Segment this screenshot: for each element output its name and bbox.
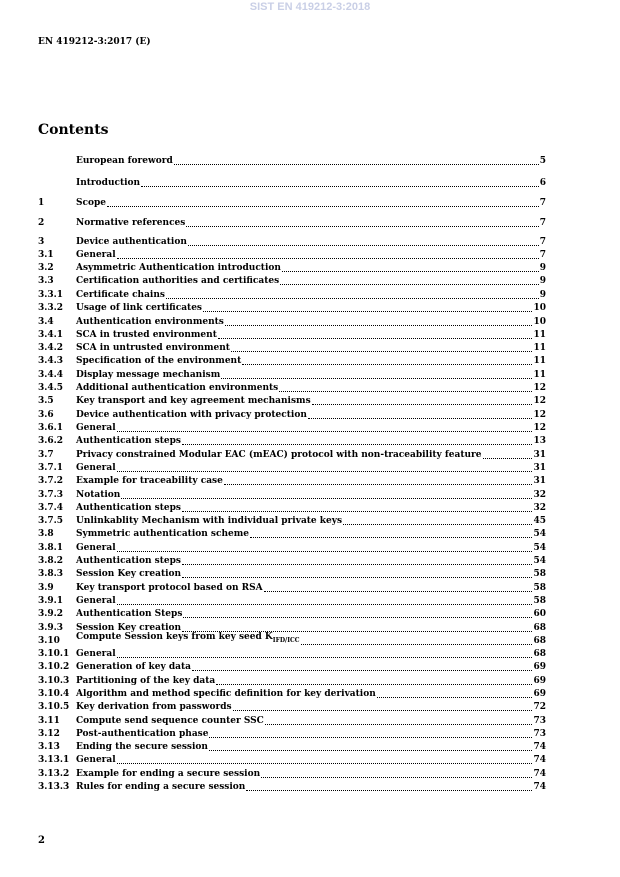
toc-leader-dots (117, 551, 533, 552)
toc-entry-title (76, 781, 245, 793)
toc-entry[interactable] (38, 275, 546, 287)
toc-entry-title (76, 262, 281, 274)
toc-entry-page: 45 (533, 516, 546, 526)
toc-entry-page: 12 (533, 396, 546, 406)
toc-entry-title-text: Post-authentication phase (76, 729, 209, 739)
toc-entry-title (76, 302, 202, 314)
toc-entry-title-text: Compute send sequence counter SSC (76, 716, 264, 726)
toc-entry-page: 9 (539, 276, 546, 286)
toc-entry-page: 74 (533, 782, 546, 792)
toc-entry[interactable] (38, 177, 546, 189)
toc-entry-page: 5 (539, 156, 546, 166)
toc-entry-number: 3.9 (38, 583, 54, 593)
toc-entry-title (76, 275, 279, 287)
toc-entry-title-text: Additional authentication environments (76, 383, 279, 393)
toc-entry-page: 31 (533, 463, 546, 473)
toc-entry-number: 3.7.3 (38, 490, 64, 500)
toc-entry[interactable] (38, 435, 546, 447)
toc-entry-number: 3.9.2 (38, 609, 64, 619)
watermark: SIST EN 419212-3:2018 (249, 1, 371, 13)
toc-entry-title-text: Certification authorities and certificates (76, 276, 280, 286)
toc-leader-dots (483, 458, 533, 459)
toc-entry-title (76, 768, 260, 780)
toc-entry-title (76, 631, 300, 647)
toc-entry-title-text: Normative references (76, 218, 186, 228)
toc-entry-title (76, 249, 116, 261)
toc-entry[interactable] (38, 422, 546, 434)
toc-entry-title (76, 462, 116, 474)
toc-entry-page: 69 (533, 689, 546, 699)
toc-entry-page: 60 (533, 609, 546, 619)
document-id: EN 419212-3:2017 (E) (38, 37, 151, 47)
toc-leader-dots (117, 604, 533, 605)
toc-entry-title-text: Algorithm and method specific definition for key derivation (76, 689, 376, 699)
toc-entry-page: 58 (533, 596, 546, 606)
toc-entry-title-text: Certificate chains (76, 290, 165, 300)
toc-entry-page: 54 (533, 556, 546, 566)
toc-leader-dots (117, 258, 539, 259)
toc-entry[interactable] (38, 329, 546, 341)
toc-entry-title (76, 515, 342, 527)
toc-entry-title (76, 289, 165, 301)
toc-entry-number: 3.1 (38, 250, 54, 260)
toc-leader-dots (182, 564, 533, 565)
toc-entry-title (76, 675, 215, 687)
toc-entry-page: 74 (533, 755, 546, 765)
toc-entry-title (76, 661, 191, 673)
toc-entry[interactable] (38, 675, 546, 687)
toc-entry-title (76, 741, 208, 753)
toc-entry-title (76, 369, 220, 381)
toc-entry-title-text: Device authentication with privacy protection (76, 410, 307, 420)
toc-entry-title (76, 177, 140, 189)
toc-entry[interactable] (38, 701, 546, 713)
toc-entry[interactable] (38, 502, 546, 514)
toc-leader-dots (117, 431, 533, 432)
toc-entry-title-text: Rules for ending a secure session (76, 782, 246, 792)
toc-entry-number: 3.4 (38, 317, 54, 327)
toc-entry-number: 3.8.2 (38, 556, 64, 566)
toc-entry-number: 3.8.3 (38, 569, 64, 579)
toc-entry-page: 7 (539, 198, 546, 208)
toc-entry-title-text: Usage of link certificates (76, 303, 202, 313)
toc-entry-page: 11 (533, 356, 546, 366)
toc-entry-number: 3.10.5 (38, 702, 70, 712)
toc-leader-dots (231, 351, 533, 352)
toc-entry-page: 31 (533, 450, 546, 460)
toc-entry-number: 3.13.2 (38, 769, 70, 779)
toc-entry[interactable] (38, 475, 546, 487)
toc-entry[interactable] (38, 249, 546, 261)
toc-entry-page: 12 (533, 383, 546, 393)
toc-leader-dots (182, 511, 533, 512)
toc-entry-number: 3.13.3 (38, 782, 70, 792)
toc-entry[interactable] (38, 316, 546, 328)
toc-entry-title (76, 409, 307, 421)
toc-entry-title-text: Key derivation from passwords (76, 702, 232, 712)
toc-entry[interactable] (38, 395, 546, 407)
toc-leader-dots (242, 364, 532, 365)
toc-entry-title-text: Display message mechanism (76, 370, 221, 380)
toc-entry-number: 3.7.1 (38, 463, 64, 473)
toc-entry-number: 3.3.2 (38, 303, 64, 313)
toc-entry[interactable] (38, 289, 546, 301)
toc-entry[interactable] (38, 302, 546, 314)
toc-entry-title (76, 316, 224, 328)
toc-entry[interactable] (38, 528, 546, 540)
toc-entry-page: 10 (533, 317, 546, 327)
toc-entry-title-text: Privacy constrained Modular EAC (mEAC) protocol with non-traceability feature (76, 450, 482, 460)
toc-entry-number: 3.3.1 (38, 290, 64, 300)
toc-leader-dots (182, 577, 532, 578)
toc-entry[interactable] (38, 542, 546, 554)
toc-leader-dots (218, 338, 533, 339)
toc-leader-dots (203, 311, 532, 312)
toc-entry[interactable] (38, 515, 546, 527)
toc-leader-dots (186, 226, 538, 227)
toc-entry[interactable] (38, 595, 546, 607)
toc-entry[interactable] (38, 608, 546, 620)
toc-entry-title-text: Authentication steps (76, 556, 181, 566)
toc-entry-page: 7 (539, 237, 546, 247)
toc-entry-title (76, 422, 116, 434)
toc-entry-title (76, 754, 116, 766)
toc-entry-title-text: Partitioning of the key data (76, 676, 216, 686)
toc-entry-title-text: General (76, 250, 116, 260)
toc-entry-title (76, 555, 181, 567)
toc-entry-title-text: Authentication steps (76, 436, 181, 446)
page-number: 2 (38, 835, 45, 846)
toc-entry-page: 69 (533, 676, 546, 686)
toc-entry-title (76, 217, 185, 229)
toc-entry-title-text: Session Key creation (76, 623, 182, 633)
toc-entry-number: 3.11 (38, 716, 60, 726)
toc-entry-title-text: Example for traceability case (76, 476, 223, 486)
toc-entry-title-text: Ending the secure session (76, 742, 208, 752)
toc-leader-dots (264, 591, 533, 592)
toc-entry[interactable] (38, 754, 546, 766)
toc-entry-number: 2 (38, 218, 45, 228)
toc-entry-number: 3.10.3 (38, 676, 70, 686)
toc-entry-number: 3.6.1 (38, 423, 64, 433)
toc-entry-page: 7 (539, 250, 546, 260)
toc-entry-page: 31 (533, 476, 546, 486)
toc-entry[interactable] (38, 449, 546, 461)
toc-entry-title (76, 688, 376, 700)
toc-leader-dots (221, 378, 532, 379)
toc-entry-number: 3.10.4 (38, 689, 70, 699)
toc-entry-page: 69 (533, 662, 546, 672)
toc-entry-title (76, 528, 249, 540)
toc-entry[interactable] (38, 382, 546, 394)
toc-entry-number: 3.4.4 (38, 370, 64, 380)
toc-entry-subscript: IFD/ICC (272, 637, 300, 644)
toc-entry-title (76, 435, 181, 447)
toc-entry-page: 32 (533, 490, 546, 500)
toc-entry-number: 3.4.1 (38, 330, 64, 340)
toc-entry-page: 11 (533, 330, 546, 340)
toc-entry[interactable] (38, 409, 546, 421)
toc-leader-dots (183, 617, 532, 618)
toc-entry-title (76, 489, 120, 501)
toc-entry-number: 3.4.2 (38, 343, 64, 353)
toc-entry-page: 72 (533, 702, 546, 712)
toc-leader-dots (174, 164, 539, 165)
toc-leader-dots (308, 418, 533, 419)
toc-leader-dots (233, 710, 533, 711)
toc-entry-title (76, 236, 187, 248)
toc-entry-title (76, 342, 230, 354)
toc-entry-title-text: Key transport protocol based on RSA (76, 583, 263, 593)
toc-entry-title (76, 542, 116, 554)
toc-entry-title (76, 701, 232, 713)
toc-entry-title (76, 382, 278, 394)
toc-entry-page: 68 (533, 636, 546, 646)
toc-entry-number: 3.6.2 (38, 436, 64, 446)
toc-leader-dots (107, 206, 539, 207)
toc-entry-title-text: SCA in untrusted environment (76, 343, 230, 353)
toc-entry-page: 12 (533, 410, 546, 420)
toc-entry-title-text: SCA in trusted environment (76, 330, 217, 340)
toc-entry-title-text: General (76, 423, 116, 433)
toc-leader-dots (141, 186, 539, 187)
toc-entry-page: 73 (533, 716, 546, 726)
toc-entry-number: 3.9.1 (38, 596, 64, 606)
toc-entry-title-text: Authentication steps (76, 503, 181, 513)
toc-entry-title-text: General (76, 463, 116, 473)
toc-leader-dots (117, 763, 533, 764)
toc-entry[interactable] (38, 262, 546, 274)
toc-entry-title (76, 355, 241, 367)
toc-entry-title-text: Symmetric authentication scheme (76, 529, 249, 539)
toc-leader-dots (224, 484, 533, 485)
toc-entry-page: 58 (533, 569, 546, 579)
toc-entry-title-text: General (76, 543, 116, 553)
toc-entry-title-text: European foreword (76, 156, 173, 166)
toc-entry-title-text: General (76, 649, 116, 659)
toc-entry[interactable] (38, 781, 546, 793)
toc-entry-number: 3.10 (38, 636, 60, 646)
toc-entry-title-text: Unlinkablity Mechanism with individual private keys (76, 516, 343, 526)
toc-entry-page: 11 (533, 343, 546, 353)
toc-entry[interactable] (38, 236, 546, 248)
toc-entry-title-text: Specification of the environment (76, 356, 242, 366)
toc-entry[interactable] (38, 648, 546, 660)
contents-heading: Contents (38, 122, 109, 138)
toc-leader-dots (188, 245, 539, 246)
toc-leader-dots (117, 657, 533, 658)
toc-leader-dots (209, 750, 533, 751)
toc-entry-number: 3.12 (38, 729, 60, 739)
toc-entry-number: 3.6 (38, 410, 54, 420)
toc-entry-number: 3.7.5 (38, 516, 64, 526)
toc-entry-page: 11 (533, 370, 546, 380)
toc-entry-title (76, 728, 208, 740)
toc-leader-dots (246, 790, 532, 791)
toc-entry-page: 58 (533, 583, 546, 593)
toc-entry-number: 3.13.1 (38, 755, 70, 765)
toc-leader-dots (182, 444, 533, 445)
toc-entry-title (76, 475, 223, 487)
toc-entry-title (76, 595, 116, 607)
toc-entry-page: 32 (533, 503, 546, 513)
toc-leader-dots (312, 404, 533, 405)
toc-entry-page: 73 (533, 729, 546, 739)
toc-entry[interactable] (38, 355, 546, 367)
toc-leader-dots (225, 325, 533, 326)
toc-entry[interactable] (38, 741, 546, 753)
toc-entry-page: 74 (533, 769, 546, 779)
toc-leader-dots (282, 271, 539, 272)
toc-entry-number: 3.3 (38, 276, 54, 286)
toc-entry-title-text: Introduction (76, 178, 141, 188)
toc-entry-page: 6 (539, 178, 546, 188)
toc-entry[interactable] (38, 661, 546, 673)
toc-entry-title (76, 715, 264, 727)
toc-leader-dots (377, 697, 533, 698)
toc-entry-number: 3.10.1 (38, 649, 70, 659)
toc-entry-page: 54 (533, 543, 546, 553)
toc-entry-title (76, 155, 173, 167)
toc-entry[interactable] (38, 568, 546, 580)
toc-entry-number: 3 (38, 237, 45, 247)
toc-entry-title-text: Generation of key data (76, 662, 191, 672)
toc-entry-number: 3.4.3 (38, 356, 64, 366)
toc-entry[interactable] (38, 728, 546, 740)
toc-entry[interactable] (38, 217, 546, 229)
toc-entry-title-text: Authentication Steps (76, 609, 183, 619)
toc-entry-number: 3.9.3 (38, 623, 64, 633)
toc-entry-title (76, 329, 217, 341)
toc-entry-title-text: General (76, 755, 116, 765)
toc-entry-title (76, 648, 116, 660)
toc-entry-title-text: Authentication environments (76, 317, 224, 327)
toc-entry-title (76, 197, 106, 209)
toc-entry[interactable] (38, 768, 546, 780)
toc-entry-title (76, 568, 181, 580)
toc-entry-title-text: Session Key creation (76, 569, 182, 579)
toc-entry-title-text: Compute Session keys from key seed K (76, 632, 273, 643)
toc-entry-number: 3.7.2 (38, 476, 64, 486)
toc-entry[interactable] (38, 688, 546, 700)
toc-entry-title-text: Notation (76, 490, 121, 500)
toc-entry[interactable] (38, 155, 546, 167)
toc-entry[interactable] (38, 582, 546, 594)
toc-entry-page: 12 (533, 423, 546, 433)
toc-leader-dots (216, 684, 532, 685)
toc-leader-dots (121, 498, 532, 499)
toc-entry-number: 1 (38, 198, 45, 208)
toc-leader-dots (343, 524, 532, 525)
toc-leader-dots (209, 737, 532, 738)
toc-entry-page: 10 (533, 303, 546, 313)
toc-entry-title (76, 395, 311, 407)
toc-leader-dots (280, 284, 539, 285)
toc-entry-page: 74 (533, 742, 546, 752)
toc-leader-dots (265, 724, 533, 725)
toc-entry-number: 3.7 (38, 450, 54, 460)
toc-entry[interactable] (38, 197, 546, 209)
toc-entry-title-text: Device authentication (76, 237, 187, 247)
toc-entry[interactable] (38, 342, 546, 354)
toc-entry-number: 3.4.5 (38, 383, 64, 393)
toc-entry-page: 68 (533, 623, 546, 633)
toc-entry-title (76, 502, 181, 514)
toc-entry-page: 9 (539, 290, 546, 300)
toc-entry-title (76, 449, 482, 461)
toc-entry-number: 3.7.4 (38, 503, 64, 513)
toc-leader-dots (166, 298, 539, 299)
toc-leader-dots (250, 537, 532, 538)
toc-leader-dots (301, 644, 533, 645)
toc-entry-number: 3.5 (38, 396, 54, 406)
toc-entry-page: 9 (539, 263, 546, 273)
toc-entry-number: 3.2 (38, 263, 54, 273)
toc-entry-title-text: Key transport and key agreement mechanisms (76, 396, 311, 406)
toc-entry[interactable] (38, 555, 546, 567)
toc-entry[interactable] (38, 632, 546, 647)
toc-entry-page: 7 (539, 218, 546, 228)
toc-entry-page: 68 (533, 649, 546, 659)
toc-leader-dots (117, 471, 533, 472)
toc-entry-page: 54 (533, 529, 546, 539)
toc-entry-number: 3.10.2 (38, 662, 70, 672)
toc-entry-number: 3.8 (38, 529, 54, 539)
toc-entry-title-text: Example for ending a secure session (76, 769, 261, 779)
toc-leader-dots (279, 391, 532, 392)
toc-entry[interactable] (38, 489, 546, 501)
toc-entry-title-text: Asymmetric Authentication introduction (76, 263, 281, 273)
toc-entry-title-text: Scope (76, 198, 107, 208)
toc-entry[interactable] (38, 369, 546, 381)
toc-entry-number: 3.8.1 (38, 543, 64, 553)
toc-entry[interactable] (38, 715, 546, 727)
toc-entry-title (76, 582, 263, 594)
toc-entry-title (76, 608, 182, 620)
toc-entry-title-text: General (76, 596, 116, 606)
toc-leader-dots (261, 777, 532, 778)
toc-entry[interactable] (38, 462, 546, 474)
toc-entry-number: 3.13 (38, 742, 60, 752)
toc-entry-page: 13 (533, 436, 546, 446)
toc-leader-dots (192, 670, 533, 671)
